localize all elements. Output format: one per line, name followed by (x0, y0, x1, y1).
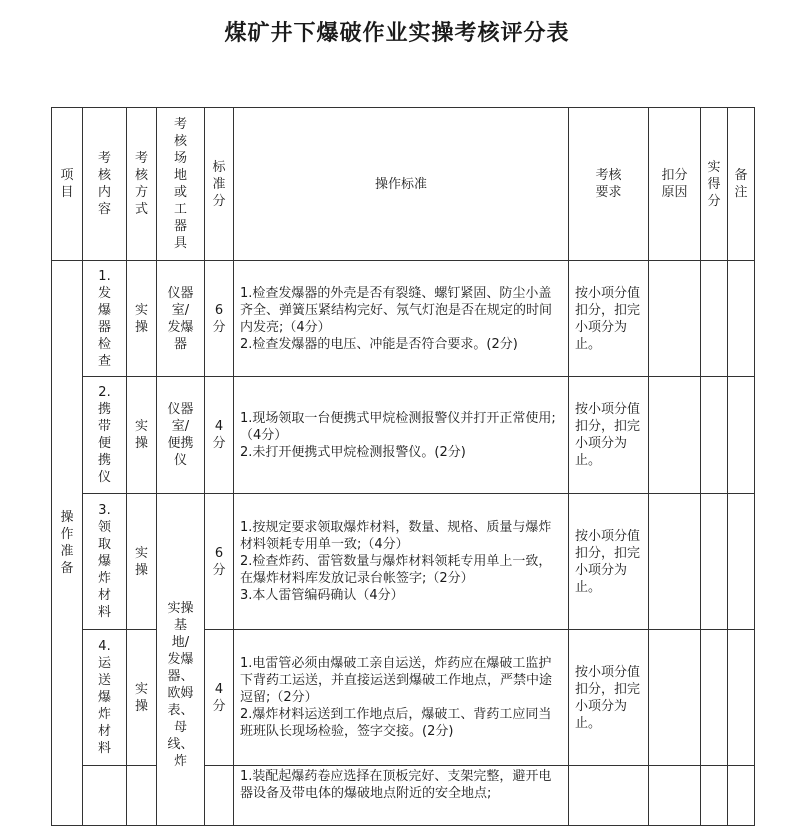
header-content: 考核内容 (83, 108, 127, 261)
method-cell: 实操 (127, 630, 157, 766)
actual-cell (701, 377, 728, 494)
header-requirement: 考核要求 (569, 108, 649, 261)
requirement-cell (569, 766, 649, 826)
remark-cell (728, 377, 755, 494)
score-cell (205, 766, 234, 826)
section-cell: 操作准备 (52, 261, 83, 826)
table-row (52, 494, 755, 630)
table-row (52, 377, 755, 494)
scoring-table (51, 107, 755, 826)
venue-cell: 仪器室/发爆器 (157, 261, 205, 377)
table-row (52, 261, 755, 377)
standard-cell: 1.电雷管必须由爆破工亲自运送，炸药应在爆破工监护下背药工运送，并直接运送到爆破工作地点，严禁中途逗留;（2分） 2.爆炸材料运送到工作地点后，爆破工、背药工应同当班班队长现场检验，签字交接。(2分) (234, 630, 569, 766)
shared-venue-cell: 实操基地/发爆器、欧姆表、母线、炸 (157, 494, 205, 826)
content-cell: 2.携带便携仪 (83, 377, 127, 494)
score-cell: 6分 (205, 494, 234, 630)
score-cell: 4分 (205, 377, 234, 494)
remark-cell (728, 494, 755, 630)
remark-cell (728, 766, 755, 826)
deduct-cell (649, 377, 701, 494)
content-cell (83, 766, 127, 826)
header-row (52, 108, 755, 261)
method-cell: 实操 (127, 494, 157, 630)
score-cell: 6分 (205, 261, 234, 377)
remark-cell (728, 630, 755, 766)
content-cell: 4.运送爆炸材料 (83, 630, 127, 766)
standard-cell: 1.按规定要求领取爆炸材料，数量、规格、质量与爆炸材料领耗专用单一致;（4分） 2.检查炸药、雷管数量与爆炸材料领耗专用单上一致，在爆炸材料库发放记录台帐签字;（2分） 3.本人雷管编码确认（4分） (234, 494, 569, 630)
standard-cell: 1.现场领取一台便携式甲烷检测报警仪并打开正常使用;（4分） 2.未打开便携式甲烷检测报警仪。(2分) (234, 377, 569, 494)
requirement-cell: 按小项分值扣分，扣完小项分为止。 (569, 630, 649, 766)
actual-cell (701, 630, 728, 766)
remark-cell (728, 261, 755, 377)
page-title: 煤矿井下爆破作业实操考核评分表 (224, 21, 570, 46)
deduct-cell (649, 261, 701, 377)
requirement-cell: 按小项分值扣分，扣完小项分为止。 (569, 261, 649, 377)
actual-cell (701, 494, 728, 630)
deduct-cell (649, 630, 701, 766)
venue-cell: 仪器室/便携仪 (157, 377, 205, 494)
header-actual: 实得分 (701, 108, 728, 261)
method-cell (127, 766, 157, 826)
content-cell: 3.领取爆炸材料 (83, 494, 127, 630)
deduct-cell (649, 494, 701, 630)
header-score: 标准分 (205, 108, 234, 261)
requirement-cell: 按小项分值扣分，扣完小项分为止。 (569, 377, 649, 494)
requirement-cell: 按小项分值扣分，扣完小项分为止。 (569, 494, 649, 630)
actual-cell (701, 766, 728, 826)
standard-cell: 1.装配起爆药卷应选择在顶板完好、支架完整，避开电器设备及带电体的爆破地点附近的安全地点; (234, 766, 569, 826)
standard-cell: 1.检查发爆器的外壳是否有裂缝、螺钉紧固、防尘小盖齐全、弹簧压紧结构完好、氖气灯泡是否在规定的时间内发亮;（4分） 2.检查发爆器的电压、冲能是否符合要求。(2分) (234, 261, 569, 377)
header-item: 项目 (52, 108, 83, 261)
method-cell: 实操 (127, 261, 157, 377)
content-cell: 1.发爆器检查 (83, 261, 127, 377)
header-method: 考核方式 (127, 108, 157, 261)
method-cell: 实操 (127, 377, 157, 494)
header-remark: 备注 (728, 108, 755, 261)
score-cell: 4分 (205, 630, 234, 766)
actual-cell (701, 261, 728, 377)
header-standard: 操作标准 (234, 108, 569, 261)
header-venue: 考核场地或工器具 (157, 108, 205, 261)
header-deduct: 扣分原因 (649, 108, 701, 261)
deduct-cell (649, 766, 701, 826)
